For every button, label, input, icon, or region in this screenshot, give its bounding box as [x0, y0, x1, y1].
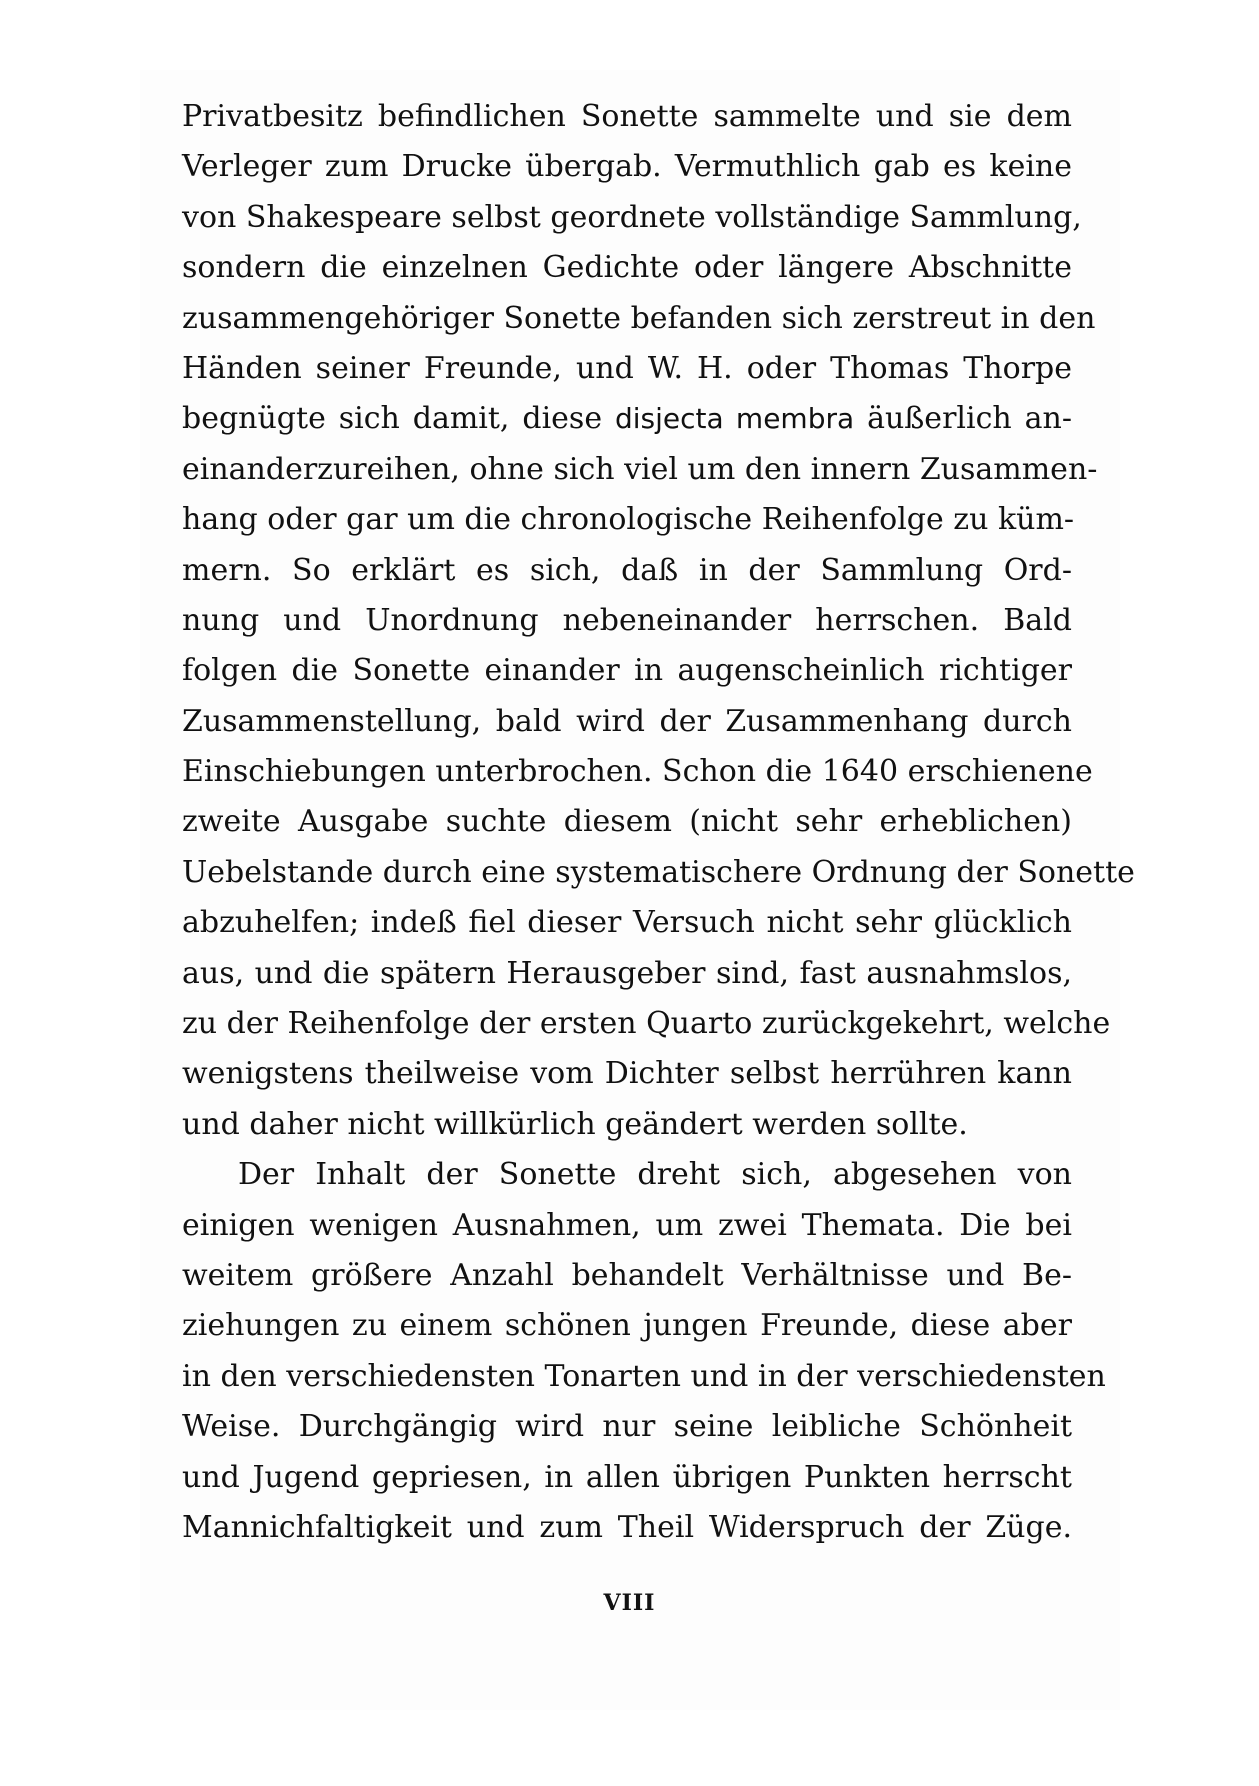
text-line: folgen die Sonette einander in augenscheinlich richtiger	[182, 653, 1072, 689]
text-line: nung und Unordnung nebeneinander herrschen. Bald	[182, 602, 1072, 638]
paragraph-1	[182, 92, 1135, 1150]
text-segment: äußerlich an-	[867, 401, 1072, 437]
latin-phrase: disjecta membra	[614, 402, 855, 436]
text-line: mern. So erklärt es sich, daß in der Sammlung Ord-	[182, 552, 1072, 588]
text-line: Weise. Durchgängig wird nur seine leibliche Schönheit	[182, 1409, 1072, 1445]
text-line: Privatbesitz befindlichen Sonette sammelte und sie dem	[182, 99, 1072, 134]
text-line: und Jugend gepriesen, in allen übrigen Punkten herrscht	[182, 1459, 1072, 1495]
text-line: weitem größere Anzahl behandelt Verhältnisse und Be-	[182, 1257, 1072, 1293]
text-line: abzuhelfen; indeß fiel dieser Versuch nicht sehr glücklich	[182, 905, 1072, 941]
text-line: Zusammenstellung, bald wird der Zusammenhang durch	[182, 703, 1072, 739]
body-text	[182, 92, 1135, 1553]
text-line: Einschiebungen unterbrochen. Schon die 1640 erschienene	[182, 754, 1093, 790]
text-line: Der Inhalt der Sonette dreht sich, abgesehen von	[238, 1157, 1072, 1193]
text-line: Verleger zum Drucke übergab. Vermuthlich gab es keine	[182, 149, 1072, 185]
text-line: und daher nicht willkürlich geändert werden sollte.	[182, 1106, 968, 1142]
text-line: Händen seiner Freunde, und W. H. oder Thomas Thorpe	[182, 350, 1072, 386]
text-line: einanderzureihen, ohne sich viel um den innern Zusammen-	[182, 451, 1098, 487]
text-line: hang oder gar um die chronologische Reihenfolge zu küm-	[182, 502, 1075, 538]
text-line: zusammengehöriger Sonette befanden sich zerstreut in den	[182, 300, 1096, 336]
paragraph-2	[182, 1150, 1106, 1553]
text-line: ziehungen zu einem schönen jungen Freunde, diese aber	[182, 1308, 1072, 1344]
text-segment: begnügte sich damit, diese	[182, 401, 603, 437]
text-line: in den verschiedensten Tonarten und in der verschiedensten	[182, 1358, 1106, 1394]
text-line: wenigstens theilweise vom Dichter selbst herrühren kann	[182, 1056, 1072, 1092]
text-line: Uebelstande durch eine systematischere Ordnung der Sonette	[182, 854, 1135, 890]
text-line: Mannichfaltigkeit und zum Theil Widerspruch der Züge.	[182, 1509, 1072, 1545]
text-line: einigen wenigen Ausnahmen, um zwei Themata. Die bei	[182, 1207, 1072, 1243]
text-line: zweite Ausgabe suchte diesem (nicht sehr erheblichen)	[182, 804, 1072, 840]
page-number: VIII	[603, 1590, 656, 1616]
text-line	[182, 394, 1072, 444]
text-line: von Shakespeare selbst geordnete vollständige Sammlung,	[182, 199, 1082, 235]
text-line: sondern die einzelnen Gedichte oder längere Abschnitte	[182, 250, 1072, 286]
text-line: aus, und die spätern Herausgeber sind, fast ausnahmslos,	[182, 955, 1072, 991]
text-line: zu der Reihenfolge der ersten Quarto zurückgekehrt, welche	[182, 1006, 1111, 1042]
